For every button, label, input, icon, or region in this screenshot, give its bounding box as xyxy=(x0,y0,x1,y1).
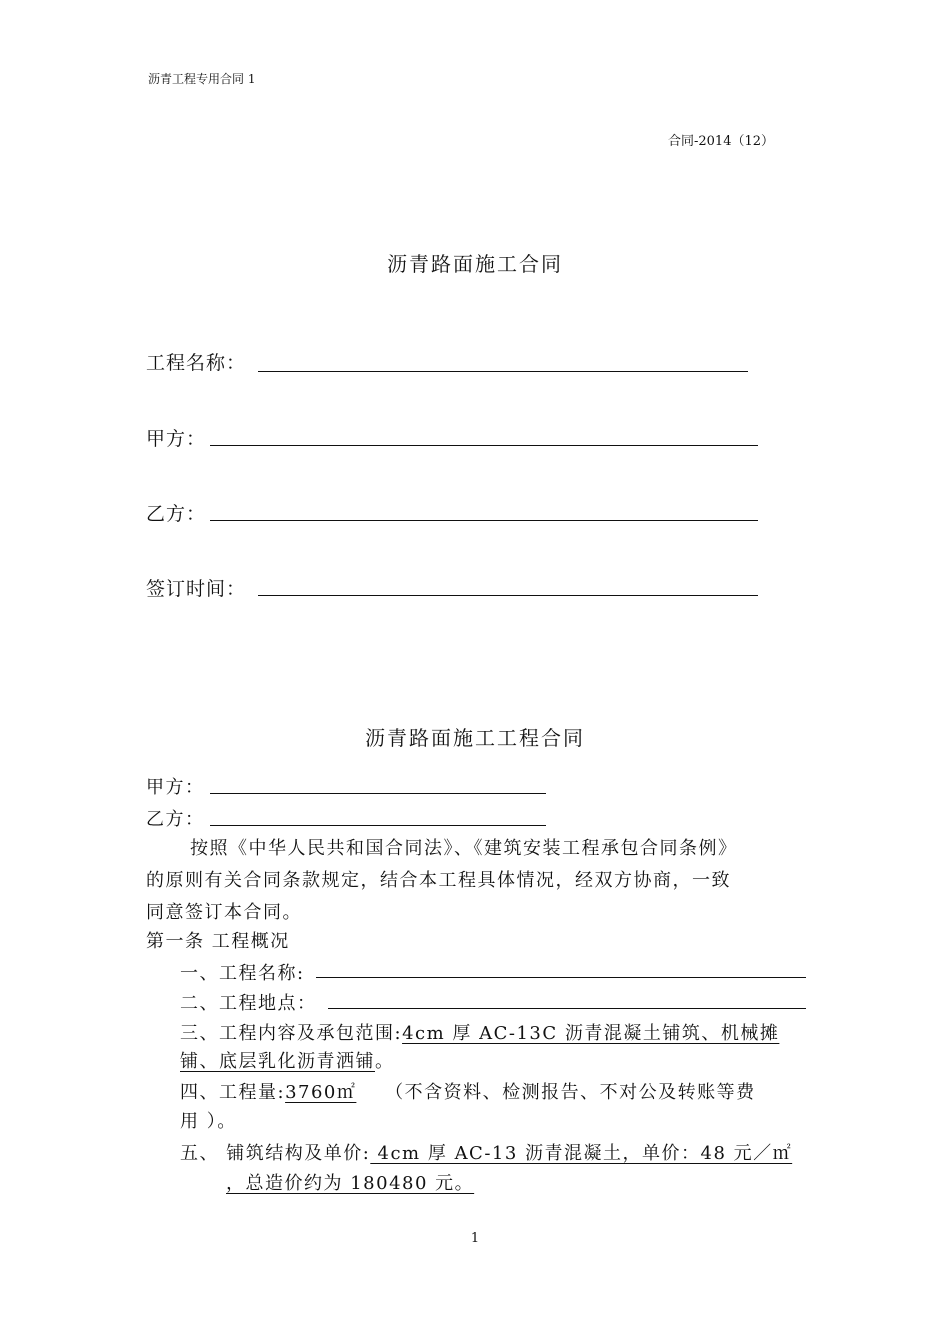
item-quantity-note-1: （不含资料、检测报告、不对公及转账等费 xyxy=(385,1082,756,1103)
item-quantity xyxy=(180,1078,756,1104)
item-location-field[interactable] xyxy=(328,1008,806,1009)
preamble-line-2: 的原则有关合同条款规定，结合本工程具体情况，经双方协商，一致 xyxy=(146,870,731,891)
item-quantity-label: 四、工程量: xyxy=(180,1082,286,1103)
cover-title: 沥青路面施工合同 xyxy=(387,252,563,276)
item-structure-value-2: ，总造价约为 180480 元。 xyxy=(226,1173,475,1194)
item-structure-value-1: 4cm 厚 AC-13 沥青混凝土，单价：48 元／㎡ xyxy=(370,1143,793,1164)
item-scope-value-1: 4cm 厚 AC-13C 沥青混凝土铺筑、机械摊 xyxy=(402,1023,780,1044)
page-header: 沥青工程专用合同 1 xyxy=(148,72,256,86)
party-a-field[interactable] xyxy=(210,445,758,446)
article-1-title: 第一条 工程概况 xyxy=(146,931,290,952)
party-b-label: 乙方： xyxy=(146,503,207,525)
item-quantity-note-2: 用 ）。 xyxy=(180,1111,237,1132)
party-b-field[interactable] xyxy=(210,520,758,521)
sign-date-label: 签订时间： xyxy=(146,578,247,600)
item-location-label: 二、工程地点： xyxy=(180,993,317,1014)
preamble-line-1: 按照《中华人民共和国合同法》、《建筑安装工程承包合同条例》 xyxy=(190,838,738,859)
page-number: 1 xyxy=(470,1231,480,1246)
sign-date-field[interactable] xyxy=(258,595,758,596)
item-scope-value-2: 铺、底层乳化沥青洒铺 xyxy=(180,1051,375,1072)
contract-title: 沥青路面施工工程合同 xyxy=(365,726,585,750)
project-name-field[interactable] xyxy=(258,371,748,372)
item-scope-cont xyxy=(180,1047,395,1073)
item-structure-label: 五、 铺筑结构及单价: xyxy=(180,1143,371,1164)
item-scope-label: 三、工程内容及承包范围: xyxy=(180,1023,403,1044)
contract-party-b-field[interactable] xyxy=(210,825,546,826)
item-scope xyxy=(180,1019,779,1045)
contract-party-a-field[interactable] xyxy=(210,793,546,794)
item-structure-cont xyxy=(226,1169,474,1195)
item-project-name-field[interactable] xyxy=(316,977,806,978)
contract-party-a-label: 甲方： xyxy=(146,777,205,798)
contract-number: 合同-2014（12） xyxy=(668,134,775,149)
project-name-label: 工程名称： xyxy=(146,352,247,374)
item-project-name-label: 一、工程名称: xyxy=(180,963,305,984)
item-quantity-value: 3760㎡ xyxy=(285,1082,357,1103)
item-structure xyxy=(180,1139,792,1165)
party-a-label: 甲方： xyxy=(146,428,207,450)
item-scope-end: 。 xyxy=(375,1051,395,1072)
contract-party-b-label: 乙方： xyxy=(146,809,205,830)
preamble-line-3: 同意签订本合同。 xyxy=(146,902,302,923)
